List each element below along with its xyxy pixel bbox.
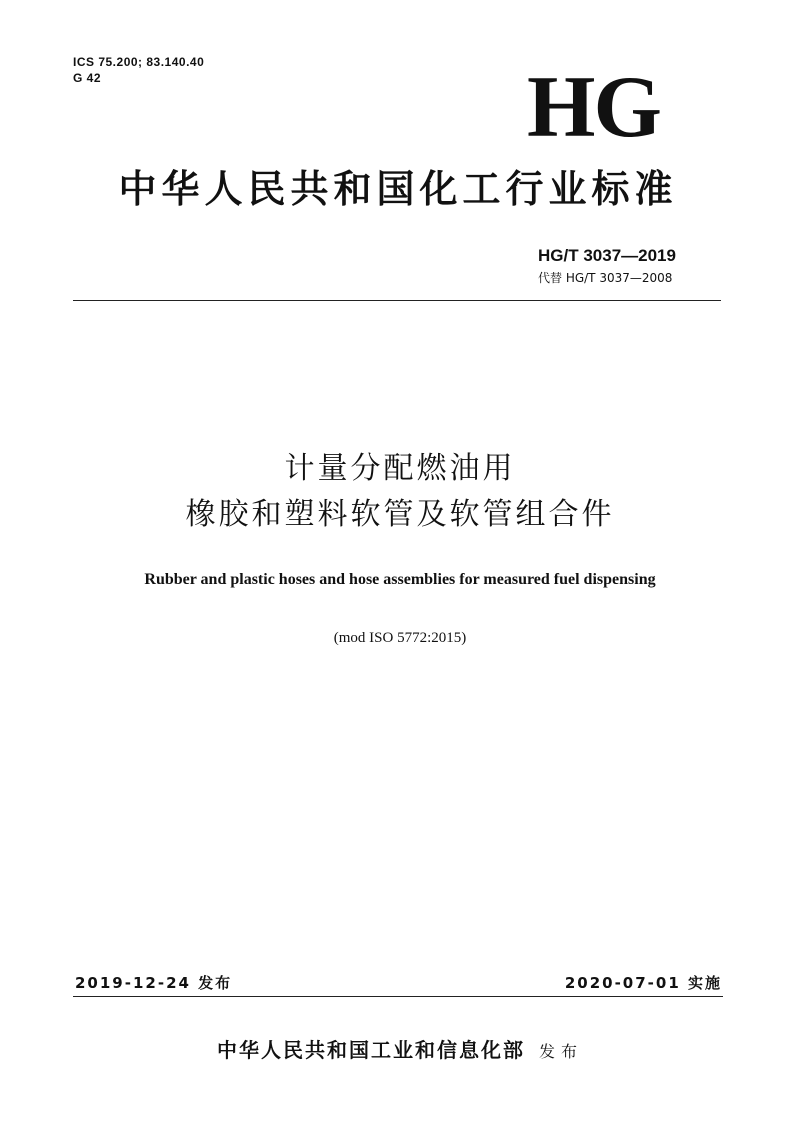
adoption-note: (mod ISO 5772:2015) — [333, 630, 467, 646]
footer-divider — [73, 996, 723, 997]
ccs-code: G 42 — [73, 71, 102, 85]
issuing-authority — [0, 1036, 800, 1066]
header-divider — [73, 300, 721, 301]
issue-date: 2019-12-24 发布 — [75, 974, 233, 992]
issuer-suffix: 发布 — [538, 1042, 583, 1061]
title-en: Rubber and plastic hoses and hose assemblies for measured fuel dispensing — [144, 571, 656, 588]
hg-logo: HG — [527, 59, 660, 156]
standard-number: HG/T 3037—2019 — [538, 246, 676, 265]
title-zh-line1: 计量分配燃油用 — [284, 451, 516, 486]
ics-code: ICS 75.200; 83.140.40 — [73, 55, 205, 69]
replaces-standard: 代替 HG/T 3037—2008 — [538, 271, 673, 285]
implementation-date: 2020-07-01 实施 — [564, 974, 722, 992]
title-zh-line2: 橡胶和塑料软管及软管组合件 — [185, 497, 615, 532]
issuer-name: 中华人民共和国工业和信息化部 — [216, 1038, 525, 1062]
standard-org-title: 中华人民共和国化工行业标准 — [118, 167, 678, 211]
